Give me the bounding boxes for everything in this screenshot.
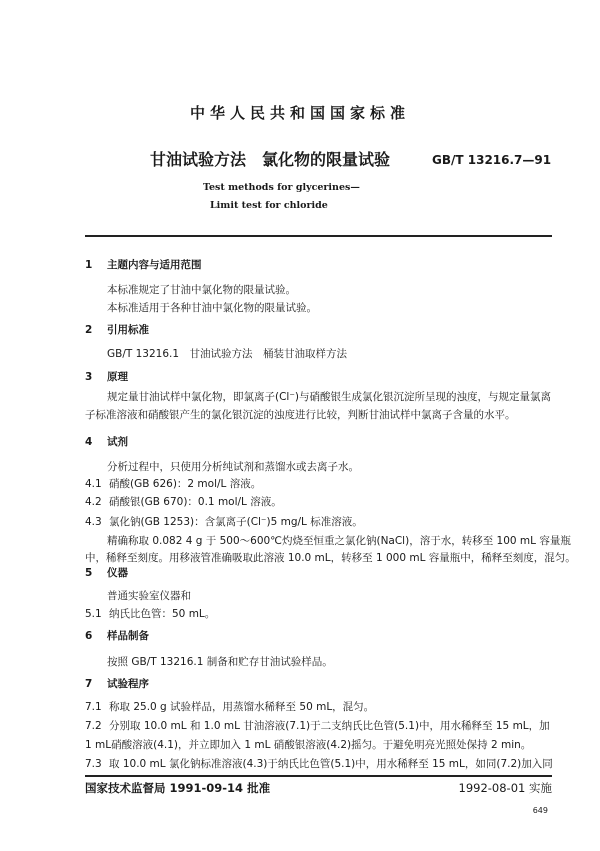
- paragraph: 本标准规定了甘油中氯化物的限量试验。: [107, 284, 296, 296]
- paragraph: 精确称取 0.082 4 g 于 500～600℃灼烧至恒重之氯化钠(NaCl)，溶于水，转移至 100 mL 容量瓶: [107, 535, 571, 547]
- paragraph: 规定量甘油试样中氯化物，即氯离子(Cl⁻)与硝酸银生成氯化银沉淀所呈现的浊度，与规定量氯离: [107, 391, 551, 403]
- paragraph: 分析过程中，只使用分析纯试剂和蒸馏水或去离子水。: [107, 461, 359, 473]
- section-3-heading: [85, 371, 128, 384]
- item-number: 4.3: [85, 516, 102, 528]
- section-1-heading: [85, 259, 202, 272]
- item-number: 7.1: [85, 701, 102, 713]
- section-title: 主题内容与适用范围: [107, 259, 202, 271]
- item-4-2: [85, 496, 282, 509]
- item-text: 硝酸银(GB 670)：0.1 mol/L 溶液。: [109, 496, 282, 508]
- paragraph: 子标准溶液和硝酸银产生的氯化银沉淀的浊度进行比较，判断甘油试样中氯离子含量的水平。: [85, 409, 516, 421]
- section-7-heading: [85, 678, 149, 691]
- item-4-3: [85, 516, 363, 529]
- item-7-3: [85, 758, 553, 771]
- header-divider: [85, 235, 552, 237]
- document-title: 甘油试验方法 氯化物的限量试验: [150, 150, 391, 169]
- paragraph: 按照 GB/T 13216.1 制备和贮存甘油试验样品。: [107, 656, 333, 668]
- approval-info: 国家技术监督局 1991-09-14 批准: [85, 781, 271, 795]
- page-number: 649: [532, 806, 548, 815]
- section-title: 试剂: [107, 436, 128, 448]
- item-text: 取 10.0 mL 氯化钠标准溶液(4.3)于纳氏比色管(5.1)中，用水稀释至 15 mL，如同(7.2)加入同: [109, 758, 553, 770]
- item-text: 氯化钠(GB 1253)：含氯离子(Cl⁻)5 mg/L 标准溶液。: [109, 516, 363, 528]
- section-title: 引用标准: [107, 324, 149, 336]
- footer-divider: [85, 775, 552, 777]
- english-title-line2: Limit test for chloride: [210, 200, 328, 211]
- national-standard-heading: 中华人民共和国国家标准: [189, 104, 410, 122]
- paragraph: GB/T 13216.1 甘油试验方法 桶装甘油取样方法: [107, 348, 348, 360]
- item-4-1: [85, 478, 261, 491]
- section-number: 7: [85, 678, 93, 690]
- paragraph: 普通实验室仪器和: [107, 590, 191, 602]
- paragraph: 本标准适用于各种甘油中氯化物的限量试验。: [107, 302, 317, 314]
- section-number: 2: [85, 324, 93, 336]
- english-title-line1: Test methods for glycerines—: [203, 182, 360, 193]
- section-number: 4: [85, 436, 93, 448]
- paragraph: 中，稀释至刻度。用移液管准确吸取此溶液 10.0 mL，转移至 1 000 mL 容量瓶中，稀释至刻度，混匀。: [85, 552, 576, 564]
- item-number: 7.3: [85, 758, 102, 770]
- section-title: 原理: [107, 371, 128, 383]
- effective-date: 1992-08-01 实施: [458, 781, 552, 795]
- item-number: 4.2: [85, 496, 102, 508]
- item-text: 称取 25.0 g 试验样品，用蒸馏水稀释至 50 mL，混匀。: [109, 701, 375, 713]
- item-text: 纳氏比色管：50 mL。: [109, 608, 216, 620]
- item-7-2: [85, 720, 550, 733]
- section-number: 3: [85, 371, 93, 383]
- item-text: 分别取 10.0 mL 和 1.0 mL 甘油溶液(7.1)于二支纳氏比色管(5.1)中，用水稀释至 15 mL，加: [109, 720, 550, 732]
- section-number: 6: [85, 630, 93, 642]
- item-5-1: [85, 608, 215, 621]
- section-title: 仪器: [107, 567, 128, 579]
- section-4-heading: [85, 436, 128, 449]
- section-5-heading: [85, 567, 128, 580]
- section-number: 1: [85, 259, 93, 271]
- section-6-heading: [85, 630, 149, 643]
- section-title: 试验程序: [107, 678, 149, 690]
- item-number: 4.1: [85, 478, 102, 490]
- item-number: 5.1: [85, 608, 102, 620]
- paragraph: 1 mL硝酸溶液(4.1)，并立即加入 1 mL 硝酸银溶液(4.2)摇匀。于避免明亮光照处保持 2 min。: [85, 739, 532, 751]
- item-text: 硝酸(GB 626)：2 mol/L 溶液。: [109, 478, 262, 490]
- standard-code: GB/T 13216.7—91: [432, 153, 552, 167]
- item-7-1: [85, 701, 374, 714]
- section-2-heading: [85, 324, 149, 337]
- section-number: 5: [85, 567, 93, 579]
- section-title: 样品制备: [107, 630, 149, 642]
- item-number: 7.2: [85, 720, 102, 732]
